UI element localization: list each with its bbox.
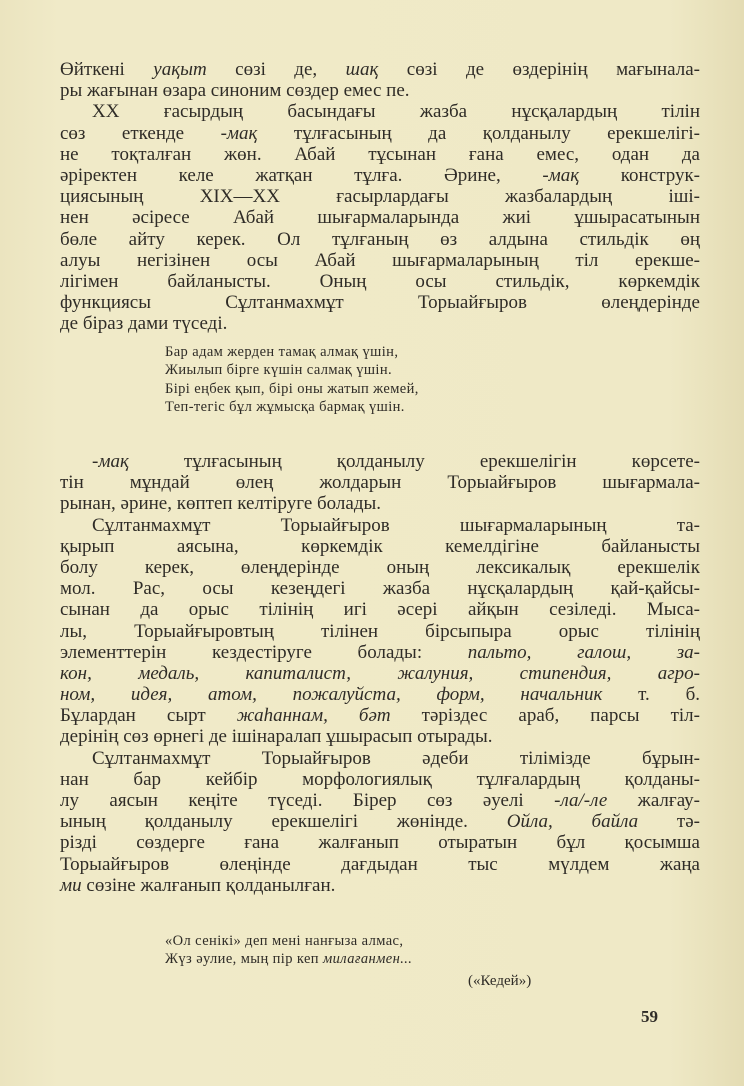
text-run: функциясы Сұлтанмахмұт Торыайғыров өлеңдерінде [60,292,700,314]
poem-line [165,932,412,950]
paragraph-line [60,493,700,514]
text-run: т. б. [602,684,701,706]
text-run: ХХ ғасырдың басындағы жазба нұсқалардың тілін [92,101,700,123]
text-run: сөзі де, [206,59,346,80]
text-run: тұлғасының қолданылу ерекшелігін көрсете- [128,451,700,472]
paragraph-line [60,663,700,684]
paragraph-line [60,144,700,165]
paragraph-line [60,832,700,853]
text-run: лу аясын кеңіте түседі. Бірер сөз әуелі [60,790,555,811]
paragraph-line [60,165,700,186]
poem-attribution: («Кедей») [468,973,532,989]
italic-term: кон, медаль, капиталист, жалуния, стипендия, агро- [60,662,700,684]
text-run: сөзі де өздерінің мағынала- [378,59,700,80]
paragraph-line [60,292,700,313]
paragraph-line [60,726,700,747]
paragraph-line [60,790,700,811]
text-run: нен әсіресе Абай шығармаларында жиі ұшырасатынын [60,207,700,229]
paragraph-line [60,557,700,578]
text-run: тә- [638,811,700,833]
paragraph-line [60,123,700,144]
text-run: Жиылып бірге күшін салмақ үшін. [165,362,393,379]
text-run: элементтерін кездестіруге болады: [60,641,468,663]
italic-term: -мақ [542,164,580,186]
text-run: ры жағынан өзара синоним сөздер емес пе. [60,80,410,102]
text-run: ының қолданылу ерекшелігі жөнінде. [60,811,507,833]
italic-term: -мақ [220,122,258,144]
text-run: дерінің сөз өрнегі де ішінаралап ұшырасып отырады. [60,726,493,748]
text-run: лы, Торыайғыровтың тілінен бірсыпыра орыс тілінің [60,620,700,642]
text-run: сынан да орыс тілінің игі әсері айқын сезіледі. Мыса- [60,599,700,621]
paragraph-line [60,313,700,334]
text-run: тәріздес араб, парсы тіл- [390,705,700,727]
poem-line [165,950,412,968]
text-run: нан бар кейбір морфологиялық тұлғалардың қолданы- [60,768,700,790]
paragraph-line [60,748,700,769]
text-run: Сұлтанмахмұт Торыайғыров шығармаларының та- [92,514,700,536]
paragraph-line [60,59,700,80]
italic-term: пальто, галош, за- [467,641,700,663]
text-run: конструк- [579,164,700,186]
paragraph-line [60,229,700,250]
paragraph-line [60,250,700,271]
text-run: різді сөздерге ғана жалғанып отыратын бұл қосымша [60,832,700,854]
italic-term: шақ [345,59,379,80]
text-run: Сұлтанмахмұт Торыайғыров әдеби тілімізде бұрын- [92,747,700,769]
text-run: әріректен келе жатқан тұлға. Әрине, [60,164,543,186]
italic-term: ми [60,874,82,896]
text-run: жалғау- [607,790,700,811]
text-run: мол. Рас, осы кезеңдегі жазба нұсқалардың қай-қайсы- [60,578,700,600]
italic-term: ном, идея, атом, пожалуйста, форм, начальник [60,684,603,706]
paragraph-line [60,578,700,599]
paragraph-line [60,515,700,536]
text-run: Жүз әулие, мың пір кеп [165,951,323,968]
paragraph-line [60,186,700,207]
italic-term: -мақ [92,451,129,472]
paragraph-line [60,599,700,620]
paragraph-line [60,705,700,726]
paragraph-line [60,207,700,228]
text-run: де біраз дами түседі. [60,313,228,335]
paragraph-line [60,811,700,832]
paragraph-line [60,472,700,493]
paragraph-line [60,621,700,642]
text-run: не тоқталған жөн. Абай тұсынан ғана емес, одан да [60,143,700,165]
paragraph-line [60,101,700,122]
page-number: 59 [641,1007,658,1026]
paragraph-line [60,642,700,663]
text-run: бөле айту керек. Ол тұлғаның өз алдына стильдік өң [60,228,700,250]
text-block-middle [60,451,700,896]
text-run: Теп-тегіс бұл жұмысқа бармақ үшін. [165,399,405,416]
text-run: Өйткені [60,59,154,80]
text-run: Бар адам жерден тамақ алмақ үшін, [165,344,399,360]
text-run: Торыайғыров өлеңінде дағдыдан тыс мүлдем жаңа [60,853,700,875]
text-run: тін мұндай өлең жолдарын Торыайғыров шығармала- [60,472,700,494]
text-run: Бірі еңбек қып, бірі оны жатып жемей, [165,380,419,397]
poem-line [165,398,419,416]
poem-line [165,380,419,398]
italic-term: Ойла, байла [506,811,639,833]
text-run: сөз еткенде [60,122,221,144]
text-run: алуы негізінен осы Абай шығармаларының тіл ерекше- [60,249,700,271]
paragraph-line [60,875,700,896]
poem-quote-2 [165,932,412,969]
italic-term: жаһаннам, бәт [236,705,391,727]
italic-term: -ла/-ле [554,790,608,811]
text-run: лігімен байланысты. Оның осы стильдік, көркемдік [60,270,700,292]
paragraph-line [60,80,700,101]
text-run: болу керек, өлеңдерінде оның лексикалық ерекшелік [60,556,700,578]
italic-term: уақыт [153,59,207,80]
text-run: рынан, әрине, көптеп келтіруге болады. [60,493,382,515]
paragraph-line [60,271,700,292]
italic-term: милағанмен... [323,951,413,968]
paragraph-line [60,769,700,790]
text-run: қырып аясына, көркемдік кемелдігіне байланысты [60,535,700,557]
text-run: сөзіне жалғанып қолданылған. [81,874,336,896]
text-block-top [60,59,700,334]
poem-line [165,361,419,379]
paragraph-line [60,854,700,875]
text-run: циясының XIX—XX ғасырлардағы жазбалардың іші- [60,186,700,208]
text-run: тұлғасының да қолданылу ерекшелігі- [257,122,700,144]
poem-quote-1 [165,343,419,417]
poem-line [165,343,419,361]
text-run: «Ол сенікі» деп мені нанғыза алмас, [165,933,404,949]
paragraph-line [60,451,700,472]
text-run: Бұлардан сырт [60,705,237,727]
paragraph-line [60,536,700,557]
paragraph-line [60,684,700,705]
